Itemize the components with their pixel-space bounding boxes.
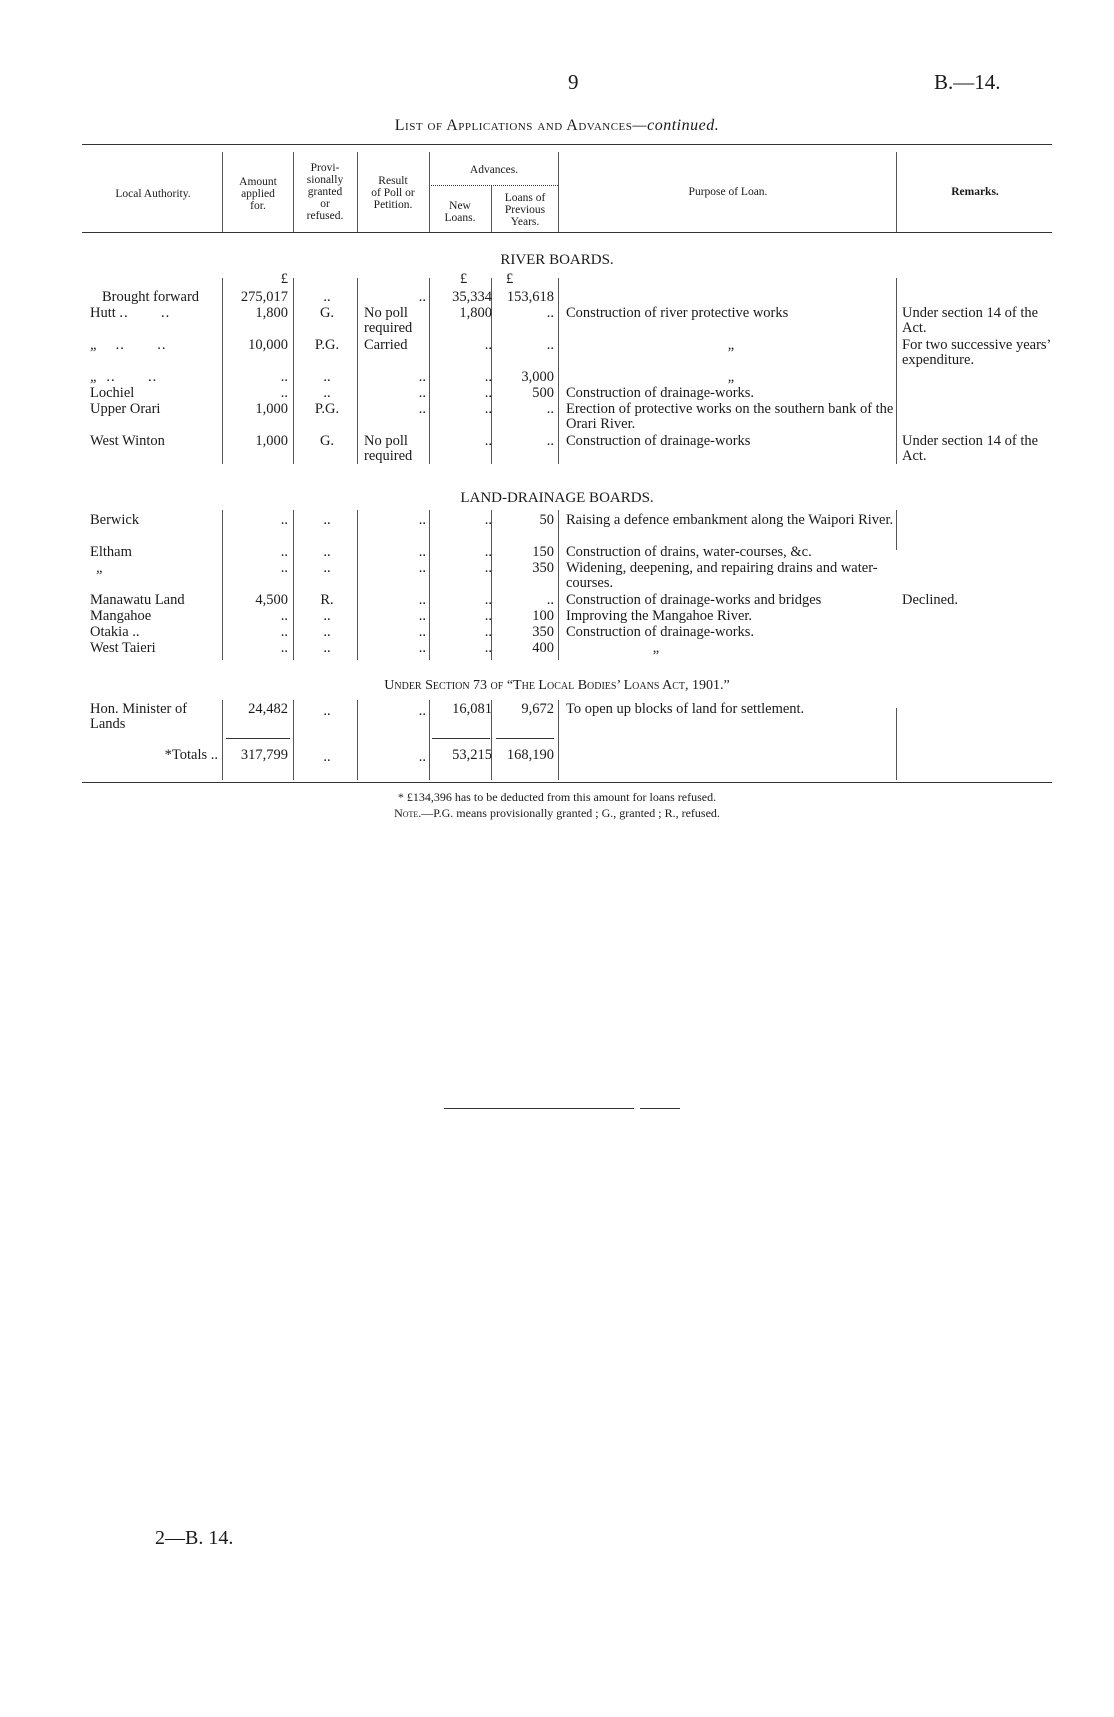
table-row-poll: ..: [418, 512, 426, 528]
advances-sub-rule: [431, 185, 558, 186]
body-divider: [896, 510, 897, 550]
table-row-new-loans: ..: [484, 401, 492, 417]
table-row-previous-loans: ..: [546, 401, 554, 417]
table-top-rule: [82, 144, 1052, 145]
table-row-provisional: ..: [323, 512, 331, 528]
table-row-poll: ..: [418, 608, 426, 624]
table-row-previous-loans: ..: [546, 592, 554, 608]
body-divider: [558, 510, 559, 660]
table-row-authority: Otakia ..: [90, 624, 140, 640]
page-title: [0, 117, 1114, 135]
table-row-purpose: „: [727, 369, 735, 385]
table-row-previous-loans: 350: [532, 624, 554, 640]
table-row-amount: ..: [280, 385, 288, 401]
table-row-purpose: Construction of drains, water-courses, &c.: [566, 544, 812, 560]
table-row-authority: Upper Orari: [90, 401, 161, 417]
table-row-new-loans: 1,800: [459, 305, 492, 321]
table-row-purpose: Erection of protective works on the southern bank of the Orari River.: [566, 401, 894, 432]
section-land-drainage-boards: LAND-DRAINAGE BOARDS.: [460, 490, 654, 506]
table-row-authority: Mangahoe: [90, 608, 152, 624]
col-purpose: Purpose of Loan.: [688, 186, 768, 198]
table-row-poll: ..: [418, 385, 426, 401]
currency-symbol: £: [280, 271, 288, 287]
table-row-poll: No poll required: [364, 305, 413, 336]
body-divider: [222, 510, 223, 660]
table-bottom-rule: [82, 782, 1052, 783]
table-row-purpose: Construction of drainage-works: [566, 433, 751, 449]
table-row-new-loans: ..: [484, 337, 492, 353]
table-row-poll: ..: [418, 289, 426, 305]
subtotal-rule: [432, 738, 490, 739]
table-row-purpose: Construction of river protective works: [566, 305, 789, 321]
table-row-purpose: Widening, deepening, and repairing drains and water-courses.: [566, 560, 878, 591]
table-row-authority: Lochiel: [90, 385, 135, 401]
table-row-provisional: P.G.: [314, 401, 340, 417]
section-river-boards: RIVER BOARDS.: [500, 252, 614, 268]
table-row-amount: ..: [280, 512, 288, 528]
table-row-poll: ..: [418, 703, 426, 719]
col-amount: Amount applied for.: [239, 176, 277, 212]
subtotal-rule: [496, 738, 554, 739]
table-row-remarks: Declined.: [902, 592, 958, 608]
currency-symbol: £: [506, 271, 514, 287]
totals-amount: 317,799: [240, 747, 288, 763]
table-row-authority: Brought forward: [102, 289, 200, 305]
body-divider: [293, 510, 294, 660]
table-row-amount: ..: [280, 544, 288, 560]
table-row-new-loans: ..: [484, 592, 492, 608]
table-row-amount: 24,482: [248, 701, 288, 717]
table-row-amount: 1,000: [255, 433, 288, 449]
currency-symbol: £: [460, 271, 468, 287]
table-row-poll: ..: [418, 640, 426, 656]
body-divider: [896, 708, 897, 780]
table-row-provisional: G.: [319, 433, 335, 449]
table-row-amount: ..: [280, 640, 288, 656]
body-divider: [429, 700, 430, 780]
table-row-provisional: ..: [323, 385, 331, 401]
table-row-amount: 275,017: [240, 289, 288, 305]
table-row-poll: ..: [418, 560, 426, 576]
document-reference: B.—14.: [934, 70, 1001, 94]
table-row-poll: ..: [418, 369, 426, 385]
table-row-new-loans: 35,334: [452, 289, 492, 305]
totals-label: *Totals ..: [164, 747, 218, 763]
table-row-poll: Carried: [364, 337, 408, 353]
col-remarks: Remarks.: [951, 186, 999, 198]
table-row-new-loans: ..: [484, 433, 492, 449]
col-local-authority: Local Authority.: [115, 188, 191, 200]
table-row-provisional: G.: [319, 305, 335, 321]
table-row-provisional: ..: [323, 544, 331, 560]
table-row-authority: West Taieri: [90, 640, 156, 656]
footnote-note: Note.—P.G. means provisionally granted ; G., granted ; R., refused.: [394, 806, 720, 820]
table-row-previous-loans: ..: [546, 433, 554, 449]
table-row-remarks: Under section 14 of the Act.: [902, 305, 1039, 336]
table-row-purpose: Improving the Mangahoe River.: [566, 608, 753, 624]
table-row-purpose: To open up blocks of land for settlement.: [566, 701, 805, 717]
table-row-previous-loans: 100: [532, 608, 554, 624]
table-row-provisional: ..: [323, 608, 331, 624]
table-row-amount: 1,800: [255, 305, 288, 321]
table-row-authority: Eltham: [90, 544, 132, 560]
body-divider: [293, 700, 294, 780]
totals-poll: ..: [418, 749, 426, 765]
table-row-purpose: „: [727, 337, 735, 353]
table-row-new-loans: ..: [484, 560, 492, 576]
table-row-authority: „ .. ..: [90, 369, 158, 385]
table-row-remarks: For two successive years’ expenditure.: [902, 337, 1051, 368]
table-row-previous-loans: 3,000: [521, 369, 554, 385]
col-new-loans: New Loans.: [444, 200, 476, 224]
totals-provisional: ..: [323, 749, 331, 765]
table-row-provisional: ..: [323, 369, 331, 385]
table-row-amount: ..: [280, 608, 288, 624]
header-divider: [896, 152, 897, 232]
body-divider: [429, 510, 430, 660]
table-row-previous-loans: 150: [532, 544, 554, 560]
table-row-provisional: R.: [320, 592, 334, 608]
table-row-previous-loans: 500: [532, 385, 554, 401]
table-row-new-loans: ..: [484, 624, 492, 640]
col-provisional: Provi- sionally granted or refused.: [306, 162, 344, 222]
section-under-section-73: Under Section 73 of “The Local Bodies’ Loans Act, 1901.”: [384, 678, 730, 693]
table-row-new-loans: ..: [484, 608, 492, 624]
signature-reference: 2—B. 14.: [155, 1527, 234, 1549]
table-row-previous-loans: 9,672: [521, 701, 554, 717]
table-row-provisional: ..: [323, 624, 331, 640]
table-row-authority: Manawatu Land: [90, 592, 185, 608]
table-row-provisional: P.G.: [314, 337, 340, 353]
col-previous-loans: Loans of Previous Years.: [504, 192, 546, 228]
page-number: 9: [568, 70, 579, 94]
table-row-provisional: ..: [323, 703, 331, 719]
end-rule: [444, 1108, 634, 1109]
table-row-new-loans: 16,081: [452, 701, 492, 717]
table-row-purpose: Construction of drainage-works.: [566, 385, 755, 401]
table-row-previous-loans: 153,618: [506, 289, 554, 305]
body-divider: [222, 700, 223, 780]
title-main: List of Applications and Advances: [394, 117, 633, 134]
table-row-poll: ..: [418, 401, 426, 417]
table-row-poll: ..: [418, 624, 426, 640]
table-row-purpose: „: [652, 640, 660, 656]
table-row-authority: Hutt .. ..: [90, 305, 171, 321]
end-rule: [640, 1108, 680, 1109]
body-divider: [558, 700, 559, 780]
table-row-poll: No poll required: [364, 433, 413, 464]
body-divider: [222, 278, 223, 464]
body-divider: [429, 278, 430, 464]
table-row-authority: „: [96, 560, 105, 576]
footnote-asterisk: * £134,396 has to be deducted from this amount for loans refused.: [397, 790, 717, 804]
table-row-previous-loans: ..: [546, 337, 554, 353]
table-row-poll: ..: [418, 592, 426, 608]
table-row-new-loans: ..: [484, 544, 492, 560]
table-row-purpose: Construction of drainage-works.: [566, 624, 755, 640]
body-divider: [558, 278, 559, 464]
table-row-authority: „ .. ..: [90, 337, 167, 353]
body-divider: [293, 278, 294, 464]
table-row-amount: 4,500: [255, 592, 288, 608]
table-row-provisional: ..: [323, 640, 331, 656]
table-row-purpose: Raising a defence embankment along the Waipori River.: [566, 512, 894, 528]
table-row-new-loans: ..: [484, 369, 492, 385]
table-row-previous-loans: 400: [532, 640, 554, 656]
table-row-new-loans: ..: [484, 640, 492, 656]
table-row-amount: 10,000: [248, 337, 288, 353]
table-row-previous-loans: ..: [546, 305, 554, 321]
header-divider: [558, 152, 559, 232]
title-suffix: —continued.: [632, 117, 720, 134]
table-row-amount: 1,000: [255, 401, 288, 417]
col-poll-result: Result of Poll or Petition.: [371, 175, 415, 211]
table-row-poll: ..: [418, 544, 426, 560]
totals-new-loans: 53,215: [452, 747, 492, 763]
table-row-previous-loans: 50: [539, 512, 554, 528]
col-advances: Advances.: [469, 164, 519, 176]
table-row-provisional: ..: [323, 289, 331, 305]
table-row-remarks: Under section 14 of the Act.: [902, 433, 1039, 464]
header-divider: [222, 152, 223, 232]
table-row-authority: West Winton: [90, 433, 165, 449]
totals-previous-loans: 168,190: [506, 747, 554, 763]
table-row-amount: ..: [280, 369, 288, 385]
table-row-amount: ..: [280, 624, 288, 640]
table-row-previous-loans: 350: [532, 560, 554, 576]
table-row-provisional: ..: [323, 560, 331, 576]
table-row-purpose: Construction of drainage-works and bridges: [566, 592, 822, 608]
subtotal-rule: [226, 738, 290, 739]
table-row-amount: ..: [280, 560, 288, 576]
table-row-authority: Berwick: [90, 512, 140, 528]
table-row-new-loans: ..: [484, 512, 492, 528]
table-row-authority: Hon. Minister of Lands: [90, 701, 188, 732]
table-row-new-loans: ..: [484, 385, 492, 401]
body-divider: [896, 278, 897, 464]
header-bottom-rule: [82, 232, 1052, 233]
